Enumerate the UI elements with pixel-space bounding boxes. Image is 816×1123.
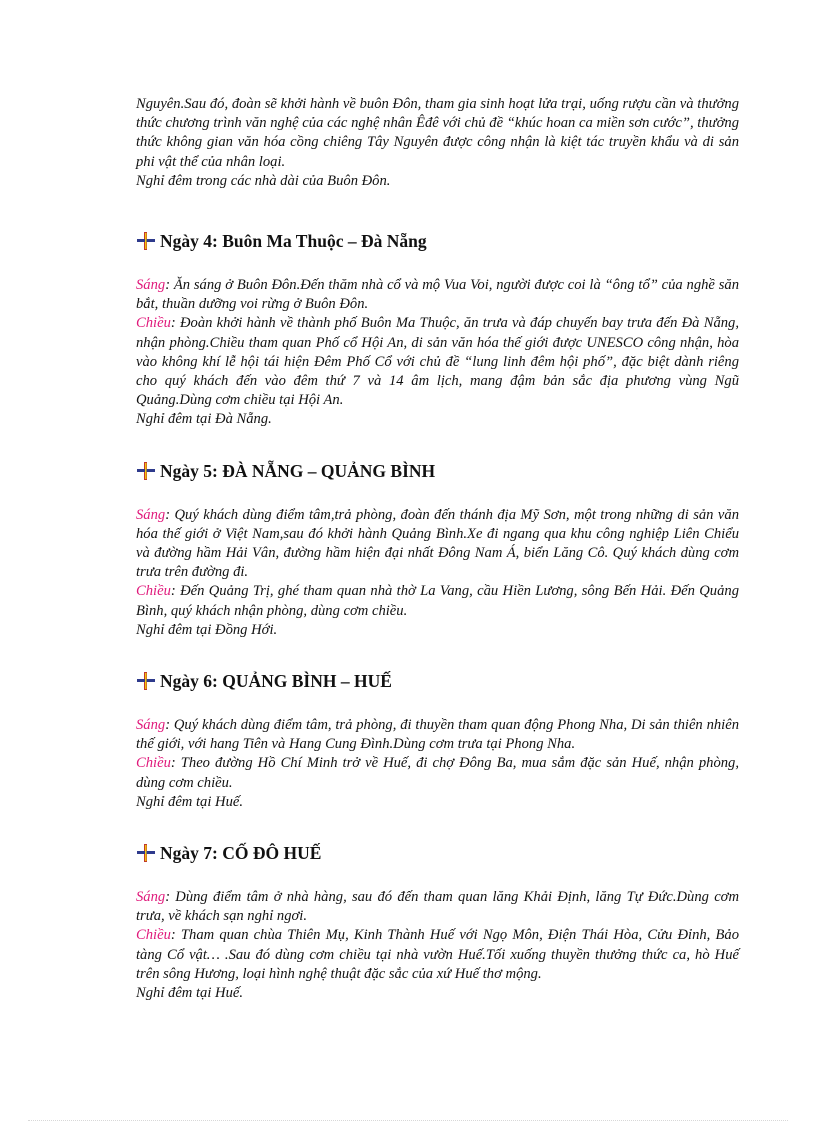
night-line: Nghỉ đêm tại Đà Nẵng. <box>136 411 272 428</box>
arrow-bullet-icon <box>136 671 156 691</box>
afternoon-text: : Đoàn khởi hành về thành phố Buôn Ma Thuộc, ăn trưa và đáp chuyến bay trưa đến Đà Nẵng, nhận phòng.Chiều tham quan Phố cổ Hội An, di sản văn hóa thế giới được UNESCO công nhận, hòa vào không khí lễ hội tái hiện Đêm Phố Cổ với chủ đề “lung linh đêm hội phố”, đặc biệt dành riêng cho quý khách đến vào đêm thứ 7 và 14 âm lịch, mang đậm bản sắc địa phương vùng Ngũ Quảng.Dùng cơm chiều tại Hội An. <box>136 315 739 409</box>
day-heading-text: Ngày 6: QUẢNG BÌNH – HUẾ <box>160 671 392 692</box>
afternoon-text: : Tham quan chùa Thiên Mụ, Kinh Thành Huế với Ngọ Môn, Điện Thái Hòa, Cửu Đỉnh, Bảo tàng Cổ vật… .Sau đó dùng cơm chiều tại nhà vườn Huế.Tối xuống thuyền thưởng thức ca, hò Huế trên sông Hương, loại hình nghệ thuật đặc sắc của xứ Huế thơ mộng. <box>136 927 739 982</box>
day-section-4 <box>136 230 739 430</box>
night-line: Nghỉ đêm tại Huế. <box>136 985 244 1002</box>
day-heading-text: Ngày 4: Buôn Ma Thuộc – Đà Nẵng <box>160 231 427 252</box>
night-line: Nghỉ đêm tại Đồng Hới. <box>136 621 278 638</box>
arrow-bullet-icon <box>136 843 156 863</box>
page-bottom-divider <box>28 1120 788 1121</box>
day-heading <box>136 842 739 864</box>
morning-text: : Ăn sáng ở Buôn Đôn.Đến thăm nhà cổ và mộ Vua Voi, người được coi là “ông tổ” của nghề săn bắt, thuần dưỡng voi rừng ở Buôn Đôn. <box>136 277 739 313</box>
day-section-7 <box>136 842 739 1003</box>
day-heading <box>136 230 739 252</box>
morning-text: : Quý khách dùng điểm tâm,trả phòng, đoàn đến thánh địa Mỹ Sơn, một trong những di sản văn hóa thế giới ở Việt Nam,sau đó khởi hành Quảng Bình.Xe đi ngang qua khu công nghiệp Liên Chiểu và đường hầm Hải Vân, đường hầm hiện đại nhất Đông Nam Á, biển Lăng Cô. Quý khách dùng cơm trưa trên đường đi. <box>136 506 739 581</box>
arrow-bullet-icon <box>136 231 156 251</box>
morning-label: Sáng <box>136 889 166 906</box>
afternoon-label: Chiều <box>136 755 171 772</box>
afternoon-paragraph <box>136 582 739 620</box>
morning-label: Sáng <box>136 277 166 294</box>
day-section-6 <box>136 670 739 812</box>
afternoon-label: Chiều <box>136 315 171 332</box>
intro-section <box>136 95 739 191</box>
afternoon-paragraph <box>136 314 739 410</box>
day-section-5 <box>136 460 739 640</box>
afternoon-label: Chiều <box>136 927 171 944</box>
afternoon-paragraph <box>136 754 739 792</box>
morning-paragraph <box>136 276 739 314</box>
morning-paragraph <box>136 716 739 754</box>
intro-night: Nghỉ đêm trong các nhà dài của Buôn Đôn. <box>136 172 391 189</box>
day-heading-text: Ngày 5: ĐÀ NẴNG – QUẢNG BÌNH <box>160 460 436 481</box>
intro-paragraph: Nguyên.Sau đó, đoàn sẽ khởi hành về buôn Đôn, tham gia sinh hoạt lửa trại, uống rượu cần và thưởng thức chương trình văn nghệ của các nghệ nhân Êđê với chủ đề “khúc hoan ca miền sơn cước”, thưởng thức không gian văn hóa cồng chiêng Tây Nguyên được công nhận là kiệt tác truyền khẩu và di sản phi vật thể của nhân loại. <box>136 96 739 170</box>
afternoon-label: Chiều <box>136 583 171 600</box>
morning-label: Sáng <box>136 506 166 523</box>
morning-text: : Quý khách dùng điểm tâm, trả phòng, đi thuyền tham quan động Phong Nha, Di sản thiên nhiên thế giới, với hang Tiên và Hang Cung Đình.Dùng cơm trưa tại Phong Nha. <box>136 717 739 753</box>
morning-paragraph <box>136 506 739 583</box>
document-page <box>136 95 739 1003</box>
afternoon-text: : Đến Quảng Trị, ghé tham quan nhà thờ La Vang, cầu Hiền Lương, sông Bến Hải. Đến Quảng Bình, quý khách nhận phòng, dùng cơm chiều. <box>136 583 739 619</box>
arrow-bullet-icon <box>136 461 156 481</box>
afternoon-text: : Theo đường Hồ Chí Minh trở về Huế, đi chợ Đông Ba, mua sắm đặc sản Huế, nhận phòng, dùng cơm chiều. <box>136 755 739 791</box>
morning-text: : Dùng điểm tâm ở nhà hàng, sau đó đến tham quan lăng Khải Định, lăng Tự Đức.Dùng cơm trưa, về khách sạn nghỉ ngơi. <box>136 889 739 925</box>
afternoon-paragraph <box>136 926 739 984</box>
day-heading <box>136 460 739 482</box>
day-heading-text: Ngày 7: CỐ ĐÔ HUẾ <box>160 843 322 864</box>
day-heading <box>136 670 739 692</box>
night-line: Nghỉ đêm tại Huế. <box>136 793 244 810</box>
morning-paragraph <box>136 888 739 926</box>
morning-label: Sáng <box>136 717 166 734</box>
